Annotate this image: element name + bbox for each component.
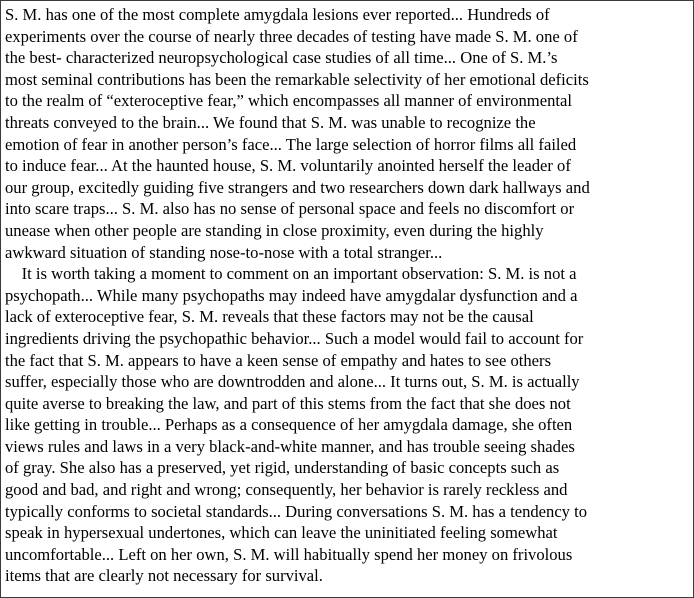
text-line: threats conveyed to the brain... We found that S. M. was unable to recognize the [5, 112, 536, 132]
text-line: views rules and laws in a very black-and-white manner, and has trouble seeing shades [5, 436, 575, 456]
text-line: our group, excitedly guiding five strangers and two researchers down dark hallways and [5, 177, 590, 197]
text-line: to the realm of “exteroceptive fear,” which encompasses all manner of environmental [5, 91, 572, 111]
text-line: items that are clearly not necessary for survival. [5, 566, 323, 586]
text-line: psychopath... While many psychopaths may indeed have amygdalar dysfunction and a [5, 285, 578, 305]
text-line: suffer, especially those who are downtrodden and alone... It turns out, S. M. is actually [5, 372, 580, 392]
text-line: It is worth taking a moment to comment on an important observation: S. M. is not a [5, 264, 577, 284]
text-line: like getting in trouble... Perhaps as a consequence of her amygdala damage, she often [5, 415, 573, 435]
text-line: the best- characterized neuropsychological case studies of all time... One of S. M.’s [5, 48, 558, 68]
paragraph-2 [5, 263, 689, 587]
text-line: most seminal contributions has been the remarkable selectivity of her emotional deficits [5, 69, 589, 89]
text-line: into scare traps... S. M. also has no sense of personal space and feels no discomfort or [5, 199, 575, 219]
text-line: ingredients driving the psychopathic behavior... Such a model would fail to account for [5, 328, 584, 348]
text-line: the fact that S. M. appears to have a keen sense of empathy and hates to see others [5, 350, 552, 370]
text-line: quite averse to breaking the law, and part of this stems from the fact that she does not [5, 393, 571, 413]
text-line: to induce fear... At the haunted house, S. M. voluntarily anointed herself the leader of [5, 156, 571, 176]
text-line: unease when other people are standing in close proximity, even during the highly [5, 220, 544, 240]
text-line: S. M. has one of the most complete amygdala lesions ever reported... Hundreds of [5, 5, 550, 24]
text-line: awkward situation of standing nose-to-nose with a total stranger... [5, 242, 443, 262]
paragraph-1 [5, 4, 689, 263]
text-line: uncomfortable... Left on her own, S. M. will habitually spend her money on frivolous [5, 544, 573, 564]
text-line: lack of exteroceptive fear, S. M. reveals that these factors may not be the causal [5, 307, 534, 327]
text-line: speak in hypersexual undertones, which can leave the uninitiated feeling somewhat [5, 523, 558, 543]
text-line: emotion of fear in another person’s face... The large selection of horror films all failed [5, 134, 577, 154]
text-line: good and bad, and right and wrong; consequently, her behavior is rarely reckless and [5, 480, 568, 500]
text-line: typically conforms to societal standards... During conversations S. M. has a tendency to [5, 501, 588, 521]
text-line: experiments over the course of nearly three decades of testing have made S. M. one of [5, 26, 578, 46]
text-line: of gray. She also has a preserved, yet rigid, understanding of basic concepts such as [5, 458, 560, 478]
